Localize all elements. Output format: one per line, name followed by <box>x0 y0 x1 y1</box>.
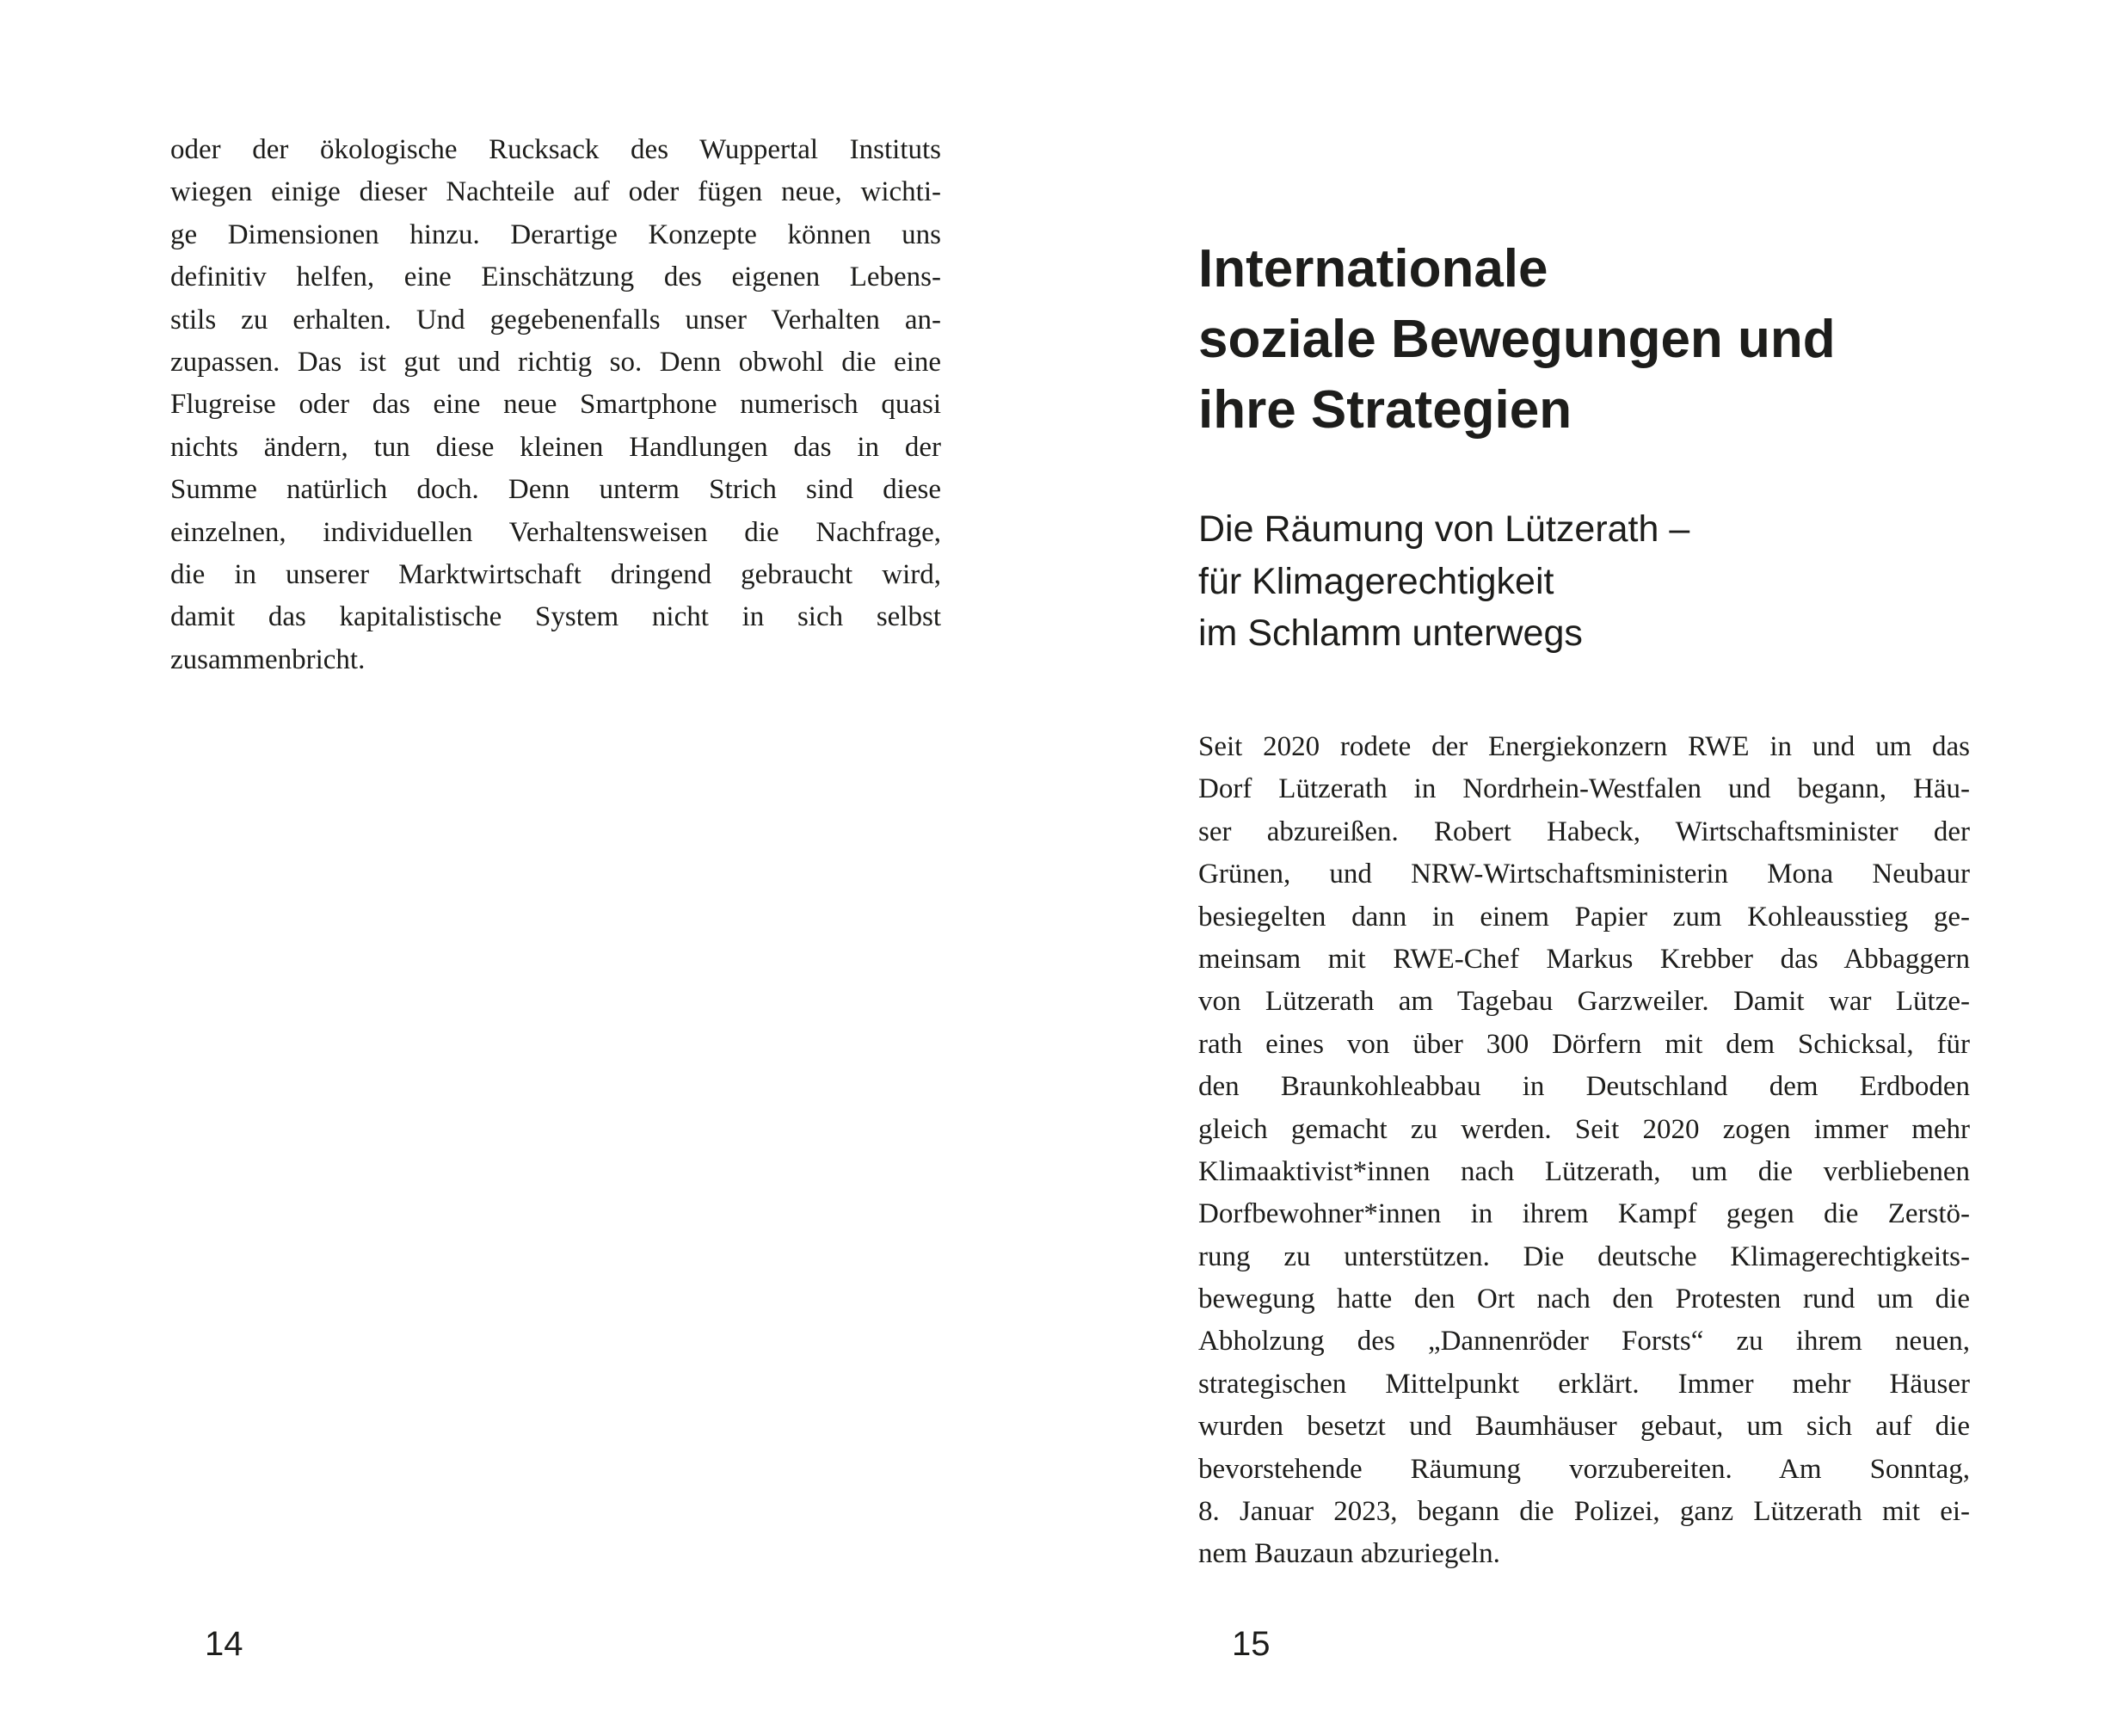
text-line: Dorfbewohner*innen in ihrem Kampf gegen die Zerstö- <box>1198 1198 1970 1230</box>
text-line: oder der ökologische Rucksack des Wuppertal Instituts <box>170 134 941 165</box>
text-line: Flugreise oder das eine neue Smartphone numerisch quasi <box>170 389 941 421</box>
text-line: Dorf Lützerath in Nordrhein-Westfalen und begann, Häu- <box>1198 773 1970 805</box>
text-line: wurden besetzt und Baumhäuser gebaut, um sich auf die <box>1198 1411 1970 1443</box>
chapter-heading <box>1198 234 1836 446</box>
right-body-text <box>1198 726 1970 1576</box>
text-line: einzelnen, individuellen Verhaltensweisen die Nachfrage, <box>170 516 941 548</box>
text-line: Seit 2020 rodete der Energiekonzern RWE in und um das <box>1198 731 1970 762</box>
text-line: Abholzung des „Dannenröder Forsts“ zu ihrem neuen, <box>1198 1326 1970 1357</box>
text-line: nem Bauzaun abzuriegeln. <box>1198 1538 1500 1570</box>
page-number-left: 14 <box>205 1625 243 1663</box>
text-line: von Lützerath am Tagebau Garzweiler. Damit war Lütze- <box>1198 986 1970 1018</box>
text-line: wiegen einige dieser Nachteile auf oder fügen neue, wichti- <box>170 176 941 208</box>
subheading-line: im Schlamm unterwegs <box>1198 613 1583 654</box>
text-line: stils zu erhalten. Und gegebenenfalls unser Verhalten an- <box>170 304 941 336</box>
text-line: definitiv helfen, eine Einschätzung des eigenen Lebens- <box>170 262 941 293</box>
text-line: nichts ändern, tun diese kleinen Handlungen das in der <box>170 431 941 463</box>
text-line: 8. Januar 2023, begann die Polizei, ganz Lützerath mit ei- <box>1198 1496 1970 1528</box>
text-line: damit das kapitalistische System nicht in sich selbst <box>170 601 941 633</box>
text-line: Grünen, und NRW-Wirtschaftsministerin Mona Neubaur <box>1198 859 1970 890</box>
subheading-line: für Klimagerechtigkeit <box>1198 560 1554 602</box>
text-line: besiegelten dann in einem Papier zum Kohleausstieg ge- <box>1198 901 1970 933</box>
text-line: rath eines von über 300 Dörfern mit dem Schicksal, für <box>1198 1028 1970 1060</box>
text-line: bewegung hatte den Ort nach den Protesten rund um die <box>1198 1284 1970 1315</box>
text-line: strategischen Mittelpunkt erklärt. Immer mehr Häuser <box>1198 1368 1970 1400</box>
text-line: die in unserer Marktwirtschaft dringend gebraucht wird, <box>170 558 941 590</box>
text-line: rung zu unterstützen. Die deutsche Klimagerechtigkeits- <box>1198 1240 1970 1272</box>
heading-line: soziale Bewegungen und <box>1198 310 1836 369</box>
section-subheading <box>1198 503 1689 660</box>
text-line: den Braunkohleabbau in Deutschland dem Erdboden <box>1198 1071 1970 1103</box>
text-line: ser abzureißen. Robert Habeck, Wirtschaftsminister der <box>1198 816 1970 847</box>
heading-line: ihre Strategien <box>1198 380 1572 440</box>
text-line: zupassen. Das ist gut und richtig so. Denn obwohl die eine <box>170 346 941 378</box>
text-line: bevorstehende Räumung vorzubereiten. Am Sonntag, <box>1198 1453 1970 1485</box>
text-line: ge Dimensionen hinzu. Derartige Konzepte können uns <box>170 219 941 250</box>
subheading-line: Die Räumung von Lützerath – <box>1198 508 1690 550</box>
left-body-text <box>170 129 941 681</box>
text-line: zusammenbricht. <box>170 643 366 675</box>
page-number-right: 15 <box>1232 1625 1271 1663</box>
text-line: Klimaaktivist*innen nach Lützerath, um die verbliebenen <box>1198 1155 1970 1187</box>
text-line: meinsam mit RWE-Chef Markus Krebber das Abbaggern <box>1198 943 1970 975</box>
text-line: Summe natürlich doch. Denn unterm Strich sind diese <box>170 474 941 506</box>
heading-line: Internationale <box>1198 239 1548 299</box>
text-line: gleich gemacht zu werden. Seit 2020 zogen immer mehr <box>1198 1113 1970 1145</box>
